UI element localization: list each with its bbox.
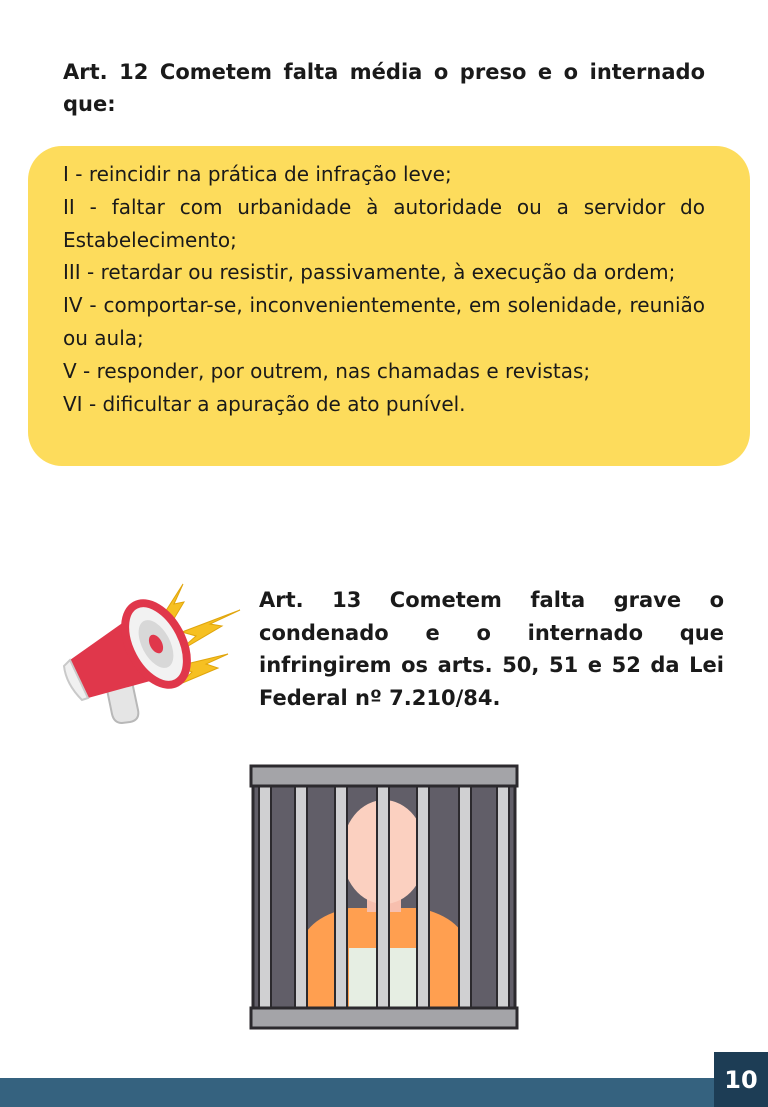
- article-13-text: Art. 13 Cometem falta grave o condenado e o internado que infringirem os arts. 50, 51 e 52 da Lei Federal nº 7.210/84.: [259, 588, 724, 710]
- list-item: V - responder, por outrem, nas chamadas e revistas;: [63, 358, 591, 383]
- page-number-badge: [714, 1052, 768, 1107]
- list-item: VI - dificultar a apuração de ato punível.: [63, 391, 466, 416]
- list-item: III - retardar ou resistir, passivamente, à execução da ordem;: [63, 260, 676, 285]
- article-12-items-list: [63, 158, 705, 420]
- page-number: 10: [724, 1065, 758, 1094]
- list-item: IV - comportar-se, inconvenientemente, em solenidade, reunião ou aula;: [63, 293, 705, 350]
- footer-bar: [0, 1078, 768, 1107]
- megaphone-icon: [60, 580, 250, 730]
- article-12-heading: Art. 12 Cometem falta média o preso e o internado que:: [63, 60, 705, 116]
- article-12-items-box: [28, 146, 750, 466]
- prisoner-behind-bars-icon: [249, 762, 519, 1032]
- list-item: II - faltar com urbanidade à autoridade ou a servidor do Estabelecimento;: [63, 194, 705, 252]
- list-item: I - reincidir na prática de infração leve;: [63, 162, 452, 186]
